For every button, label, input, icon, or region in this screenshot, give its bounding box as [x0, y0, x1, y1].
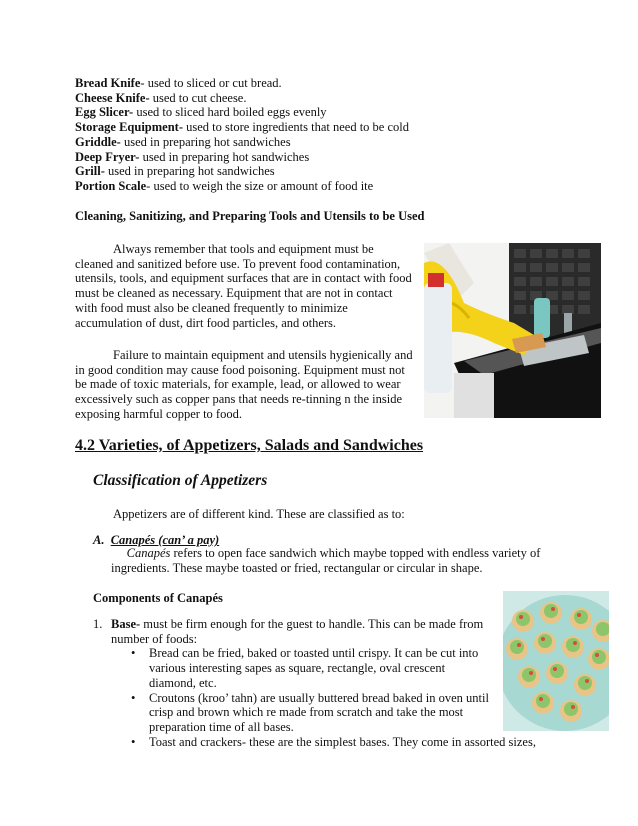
tool-item: [75, 76, 595, 91]
cleaning-paragraph-1: Always remember that tools and equipment must be cleaned and sanitized before use. To prevent food contamination, utensils, tools, and equipment surfaces that are in contact with food must be cleaned as necessary. Equipment that are not in contact with food must also be cleaned frequently to minimize accumulation of dust, dirt food particles, and others.: [75, 242, 412, 330]
tool-term: Griddle-: [75, 134, 121, 149]
tool-desc: used in preparing hot sandwiches: [120, 134, 291, 149]
tool-desc: used to store ingredients that need to be cold: [183, 120, 409, 135]
cleaning-paragraph-2: Failure to maintain equipment and utensils hygienically and in good condition may cause food poisoning. Equipment must not be made of toxic materials, for example, lead, or allowed to wear excessively such as copper pans that needs re-tinning n the inside exposing harmful copper to food.: [75, 348, 413, 421]
tool-term: Portion Scale: [75, 178, 147, 193]
tool-desc: - used to weigh the size or amount of food ite: [146, 178, 374, 193]
canapes-photo: [503, 591, 609, 731]
list-item: 1. Base- must be firm enough for the guest to handle. This can be made from: [93, 617, 484, 631]
tool-term: Grill-: [75, 164, 105, 179]
tool-item: [75, 179, 595, 194]
tool-item: [75, 91, 595, 106]
tool-term: Cheese Knife-: [75, 90, 150, 105]
bullet-item: • Toast and crackers- these are the simplest bases. They come in assorted sizes,: [131, 734, 536, 749]
bullet-item: • Croutons (kroo’ tahn) are usually buttered bread baked in oven until crisp and brown which re made from scratch and take the most preparation time of all bases.: [131, 690, 489, 734]
base-list: 1. Base- must be firm enough for the guest to handle. This can be made from number of foods: • Bread can be fried, baked or toasted until crispy. It can be cut into various interesting sapes as square, rectangle, oval crescent diamond, etc. • Croutons (kroo’ tahn) are usually buttered bread baked in oven until crisp and brown which re made from scratch and take the most preparation time of all bases. • Toast and crackers- these are the simplest bases. They come in assorted sizes,: [93, 617, 536, 749]
tool-item: [75, 150, 595, 165]
tool-desc: - used to sliced or cut bread.: [140, 76, 282, 90]
tools-list: [75, 76, 595, 194]
tool-item: [75, 135, 595, 150]
tool-item: [75, 105, 595, 120]
section-heading: 4.2 Varieties, of Appetizers, Salads and Sandwiches: [75, 437, 424, 454]
cleaning-heading: Cleaning, Sanitizing, and Preparing Tools and Utensils to be Used: [75, 209, 425, 223]
canapes-heading: A. Canapés (can’ a pay): [93, 533, 220, 547]
tool-term: Storage Equipment-: [75, 120, 183, 135]
cleaning-photo: [424, 243, 601, 418]
tool-desc: used in preparing hot sandwiches: [139, 149, 310, 164]
components-heading: Components of Canapés: [93, 591, 223, 605]
subsection-heading: Classification of Appetizers: [93, 472, 268, 489]
tool-item: [75, 120, 595, 135]
tool-item: [75, 164, 595, 179]
tool-desc: used to cut cheese.: [149, 90, 247, 105]
canapes-paragraph: Canapés refers to open face sandwich which maybe topped with endless variety of ingredients. These maybe toasted or fried, rectangular or circular in shape.: [111, 546, 541, 575]
tool-desc: used to sliced hard boiled eggs evenly: [133, 105, 327, 120]
intro-text: Appetizers are of different kind. These are classified as to:: [113, 507, 405, 521]
tool-term: Egg Slicer-: [75, 105, 134, 120]
tool-term: Bread Knife: [75, 76, 141, 90]
tool-term: Deep Fryer-: [75, 149, 140, 164]
bullet-item: • Bread can be fried, baked or toasted until crispy. It can be cut into various interesting sapes as square, rectangle, oval crescent diamond, etc.: [131, 646, 479, 690]
tool-desc: used in preparing hot sandwiches: [104, 164, 275, 179]
